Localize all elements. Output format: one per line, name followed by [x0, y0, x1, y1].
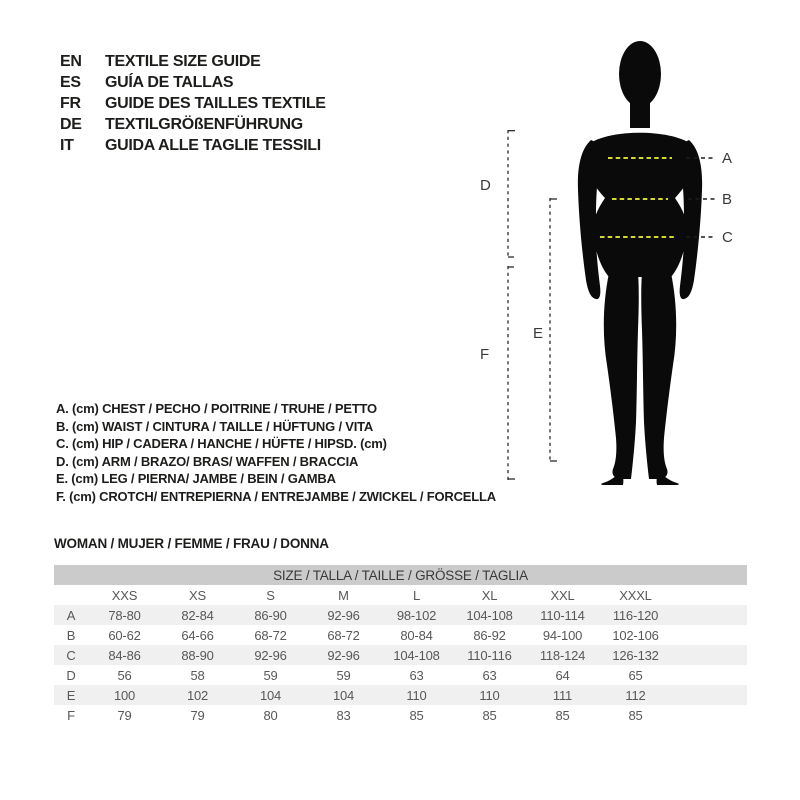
language-title: TEXTILGRÖßENFÜHRUNG: [105, 116, 303, 133]
table-row: [54, 705, 747, 725]
cell: 82-84: [161, 605, 234, 625]
cell: 98-102: [380, 605, 453, 625]
cell: 68-72: [327, 627, 360, 643]
silhouette-neck: [630, 92, 650, 128]
row-filler: [672, 625, 747, 645]
cell: 112: [599, 685, 672, 705]
cell: 59: [336, 667, 351, 683]
language-title: TEXTILE SIZE GUIDE: [105, 53, 261, 70]
row-label: C: [54, 645, 88, 665]
cell: 59: [263, 667, 278, 683]
cell: 63: [409, 667, 424, 683]
table-size-header-row: [54, 565, 747, 585]
cell: 92-96: [234, 645, 307, 665]
cell: 80: [263, 707, 278, 723]
language-title: GUIDA ALLE TAGLIE TESSILI: [105, 137, 321, 154]
cell: 84-86: [88, 645, 161, 665]
cell: 85: [409, 707, 424, 723]
language-code: DE: [60, 116, 82, 133]
size-figure: [470, 30, 760, 490]
table-row: [54, 625, 747, 645]
language-title: GUIDE DES TAILLES TEXTILE: [105, 95, 326, 112]
row-filler: [672, 685, 747, 705]
measurement-legend: [56, 400, 496, 506]
legend-item: D. (cm) ARM / BRAZO/ BRAS/ WAFFEN / BRACCIA: [56, 453, 359, 469]
cell: 85: [628, 707, 643, 723]
cell: 104: [234, 685, 307, 705]
row-label: A: [54, 605, 88, 625]
size-table-body: [54, 565, 747, 725]
silhouette-torso: [587, 133, 692, 277]
cell: 79: [117, 707, 132, 723]
cell: 104-108: [453, 605, 526, 625]
cell: 86-90: [234, 605, 307, 625]
legend-item: A. (cm) CHEST / PECHO / POITRINE / TRUHE / PETTO: [56, 401, 377, 416]
column-header-spacer: [54, 585, 88, 605]
cell: 56: [117, 667, 132, 683]
cell: 79: [190, 707, 205, 723]
cell: 104-108: [380, 645, 453, 665]
column-header-filler: [672, 585, 747, 605]
cell: 111: [526, 685, 599, 705]
column-header: XXS: [111, 587, 138, 603]
row-label: E: [54, 685, 88, 705]
cell: 85: [482, 707, 497, 723]
table-row: [54, 685, 747, 705]
cell: 102: [161, 685, 234, 705]
cell: 85: [555, 707, 570, 723]
silhouette-left-leg: [604, 273, 639, 479]
cell: 63: [482, 667, 497, 683]
language-row: [60, 51, 326, 72]
cell: 88-90: [161, 645, 234, 665]
column-header: XL: [481, 587, 498, 603]
cell: 92-96: [307, 605, 380, 625]
table-row: [54, 645, 747, 665]
language-row: [60, 93, 326, 114]
language-row: [60, 135, 326, 156]
figure-label-waist: B: [722, 191, 733, 208]
figure-label-crotch: F: [480, 346, 490, 363]
silhouette-left-foot: [601, 471, 623, 485]
row-filler: [672, 645, 747, 665]
cell: 110: [453, 685, 526, 705]
row-label: F: [67, 707, 75, 723]
language-row: [60, 72, 326, 93]
row-filler: [672, 705, 747, 725]
language-title-list: [60, 51, 326, 156]
column-header: XS: [189, 587, 206, 603]
cell: 92-96: [307, 645, 380, 665]
cell: 65: [628, 667, 643, 683]
column-header: S: [266, 587, 275, 603]
figure-area: [470, 30, 760, 490]
silhouette-right-foot: [657, 471, 679, 485]
language-row: [60, 114, 326, 135]
cell: 94-100: [542, 627, 583, 643]
language-code: EN: [60, 53, 82, 70]
cell: 118-124: [526, 645, 599, 665]
cell: 110: [380, 685, 453, 705]
cell: 126-132: [599, 645, 672, 665]
cell: 104: [307, 685, 380, 705]
figure-label-chest: A: [722, 150, 733, 167]
cell: 58: [190, 667, 205, 683]
table-row: [54, 605, 747, 625]
cell: 110-116: [453, 645, 526, 665]
column-header: XXXL: [619, 587, 652, 603]
legend-item: B. (cm) WAIST / CINTURA / TAILLE / HÜFTUNG / VITA: [56, 418, 374, 434]
column-header: L: [412, 587, 421, 603]
cell: 64-66: [181, 627, 214, 643]
figure-label-hip: C: [722, 229, 733, 246]
row-label: D: [66, 667, 76, 683]
table-size-header: SIZE / TALLA / TAILLE / GRÖSSE / TAGLIA: [54, 565, 747, 585]
legend-item: C. (cm) HIP / CADERA / HANCHE / HÜFTE / HIPSD. (cm): [56, 436, 387, 452]
cell: 100: [88, 685, 161, 705]
woman-silhouette: [578, 41, 702, 485]
language-title: GUÍA DE TALLAS: [105, 74, 234, 91]
legend-item: F. (cm) CROTCH/ ENTREPIERNA / ENTREJAMBE / ZWICKEL / FORCELLA: [56, 488, 496, 504]
silhouette-right-leg: [641, 273, 676, 479]
table-row: [54, 665, 747, 685]
row-filler: [672, 605, 747, 625]
cell: 83: [336, 707, 351, 723]
language-code: FR: [60, 95, 81, 112]
cell: 78-80: [88, 605, 161, 625]
language-code: IT: [60, 137, 74, 154]
cell: 102-106: [612, 627, 659, 643]
gender-title: WOMAN / MUJER / FEMME / FRAU / DONNA: [54, 536, 329, 551]
legend-item: E. (cm) LEG / PIERNA/ JAMBE / BEIN / GAMBA: [56, 471, 336, 487]
cell: 60-62: [108, 627, 141, 643]
column-header: M: [338, 587, 349, 603]
row-filler: [672, 665, 747, 685]
column-header: XXL: [550, 587, 575, 603]
row-label: B: [66, 627, 76, 643]
cell: 80-84: [400, 627, 433, 643]
cell: 110-114: [526, 605, 599, 625]
cell: 68-72: [254, 627, 287, 643]
size-table: [54, 565, 747, 725]
cell: 86-92: [473, 627, 506, 643]
table-column-header-row: [54, 585, 747, 605]
figure-label-leg: E: [533, 325, 544, 342]
cell: 116-120: [599, 605, 672, 625]
figure-label-arm: D: [480, 177, 491, 194]
language-code: ES: [60, 74, 81, 91]
cell: 64: [555, 667, 570, 683]
